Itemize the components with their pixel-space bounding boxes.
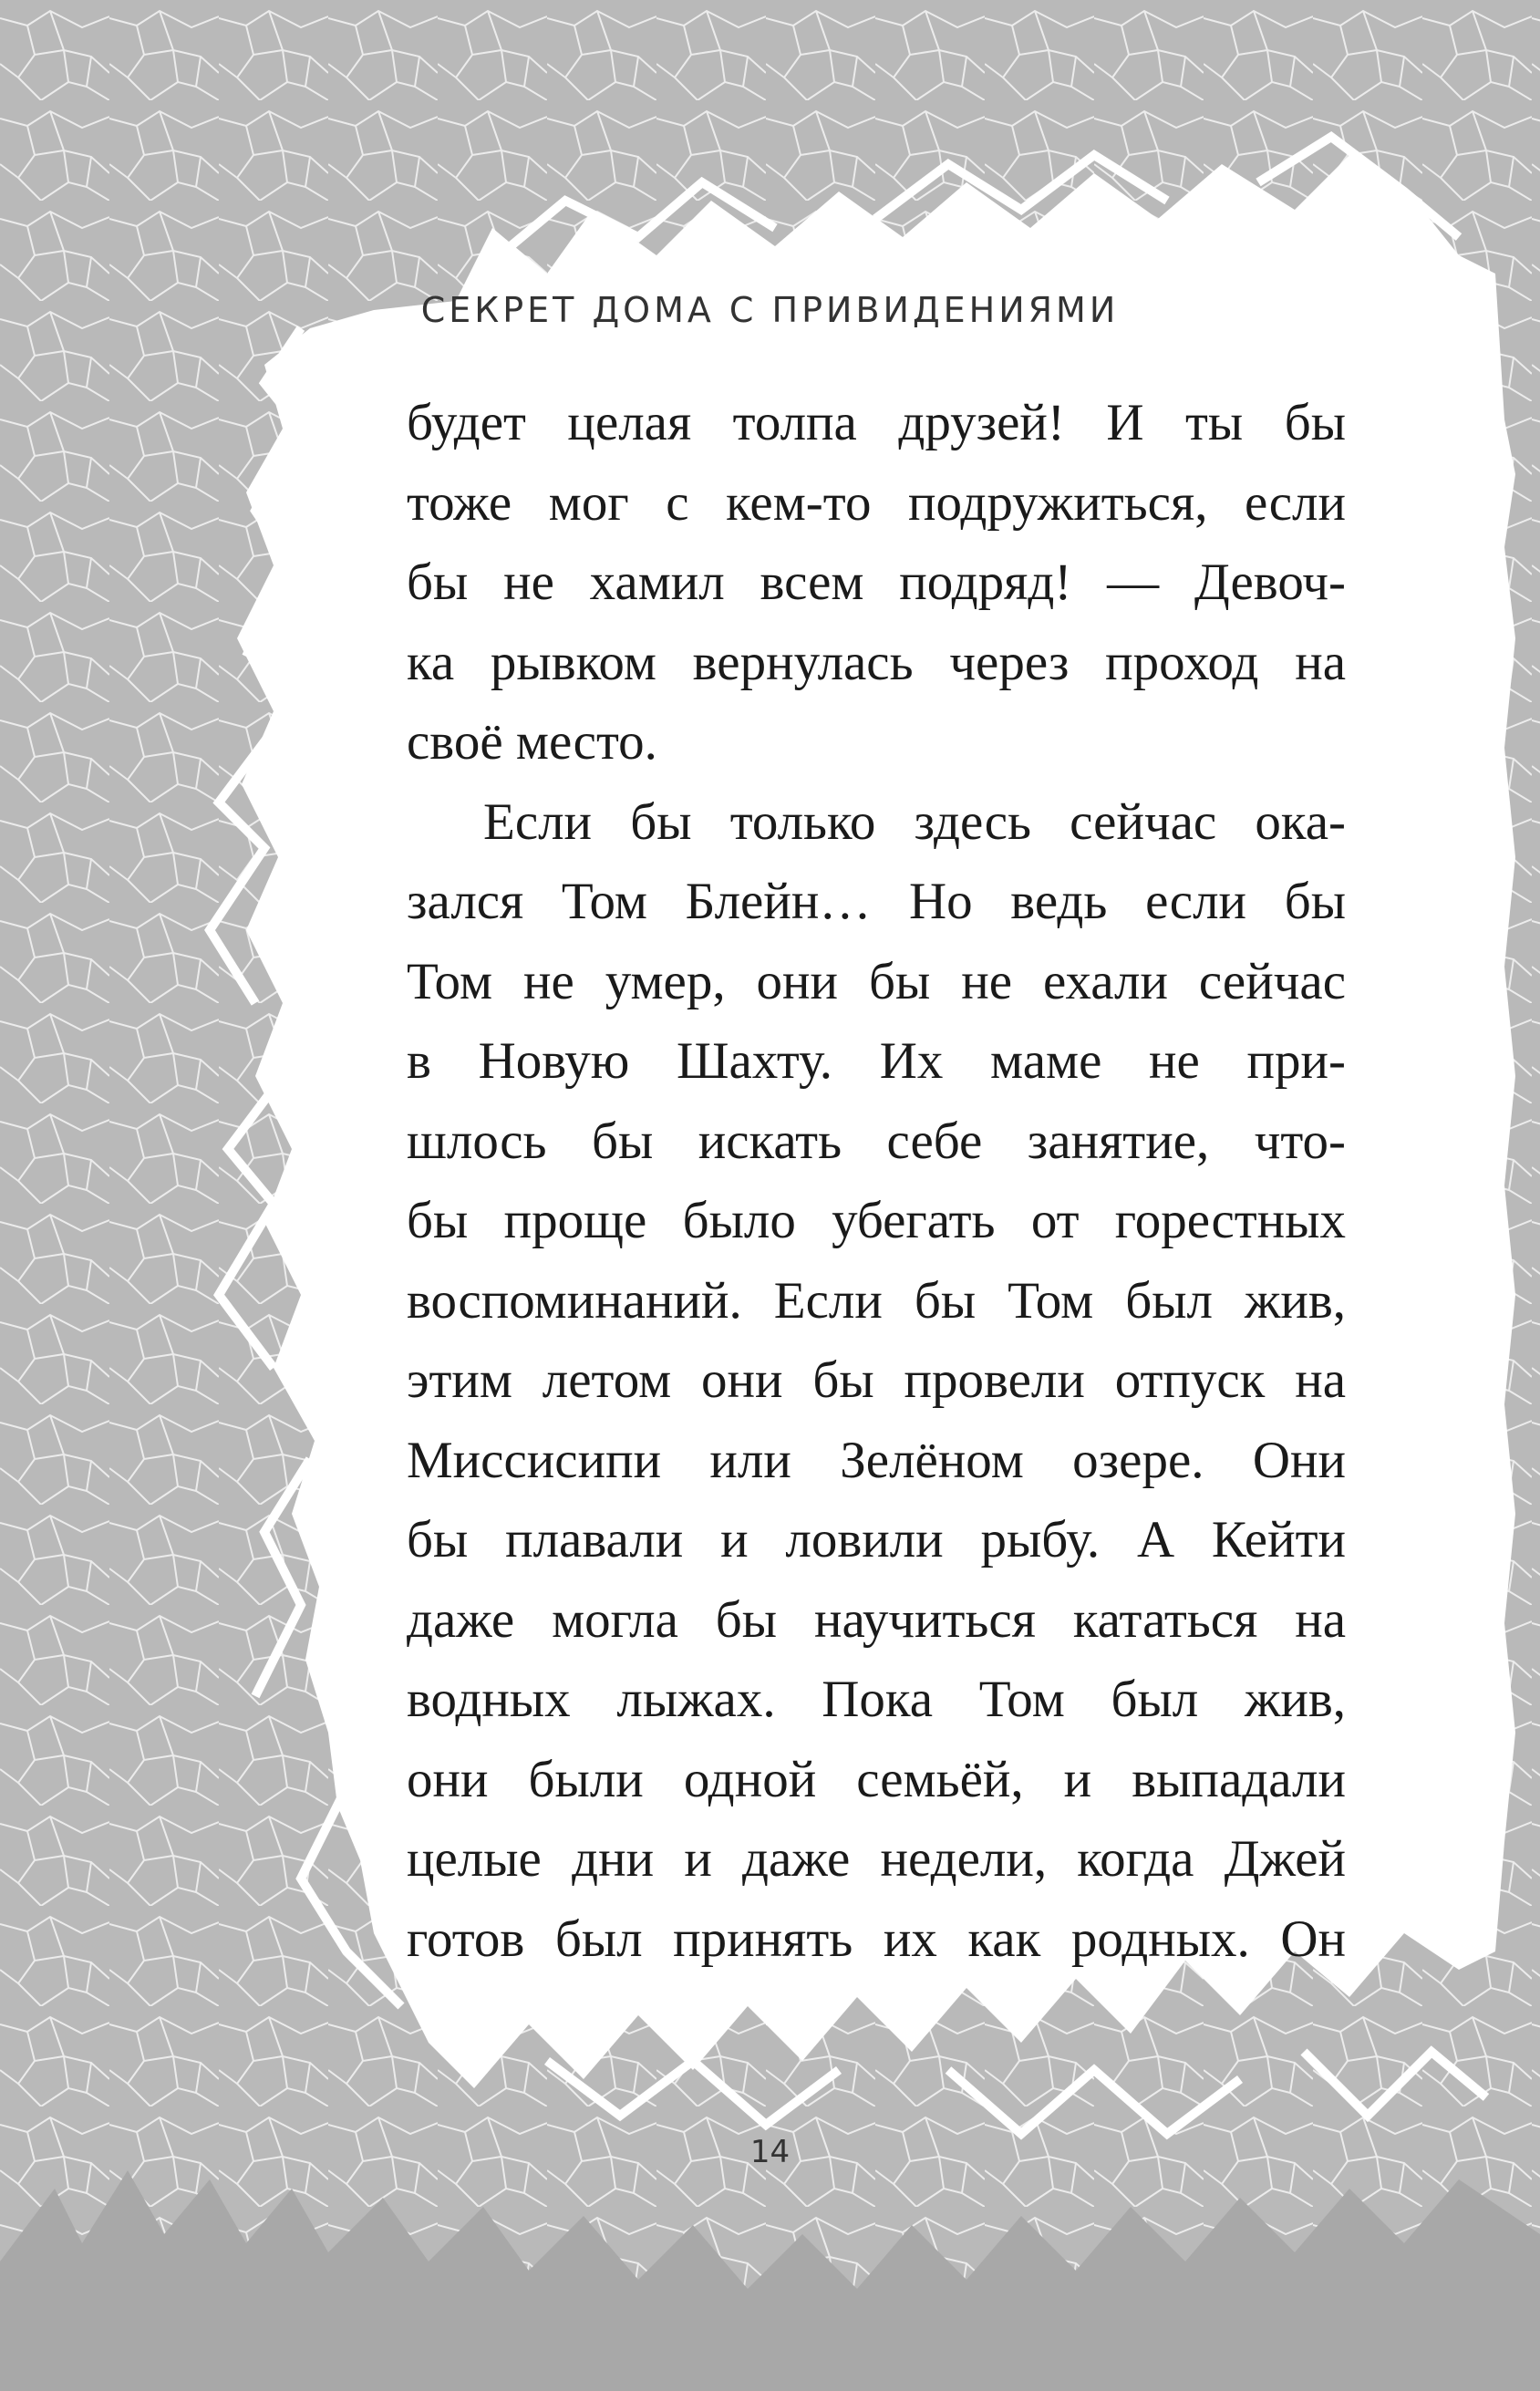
text-line: воспоминаний. Если бы Том был жив,: [407, 1271, 1346, 1330]
text-line: этим летом они бы провели отпуск на: [407, 1351, 1346, 1409]
text-line: водных лыжах. Пока Том был жив,: [407, 1671, 1346, 1728]
text-line: Если бы только здесь сейчас ока-: [483, 792, 1346, 851]
text-line: они были одной семьёй, и выпадали: [407, 1750, 1346, 1808]
text-line: даже могла бы научиться кататься на: [407, 1590, 1346, 1649]
text-line: готов был принять их как родных. Он: [407, 1910, 1346, 1968]
text-line: Миссисипи или Зелёном озере. Они: [407, 1431, 1346, 1489]
text-line: своё место.: [407, 713, 657, 771]
text-line: тоже мог с кем-то подружиться, если: [407, 473, 1346, 532]
text-line: шлось бы искать себе занятие, что-: [407, 1112, 1346, 1170]
text-line: Том не умер, они бы не ехали сейчас: [407, 952, 1346, 1010]
text-line: бы плавали и ловили рыбу. А Кейти: [407, 1511, 1346, 1568]
text-line: бы проще было убегать от горестных: [407, 1192, 1346, 1249]
text-line: в Новую Шахту. Их маме не при-: [407, 1032, 1346, 1090]
text-line: зался Том Блейн… Но ведь если бы: [407, 873, 1346, 930]
body-text: [407, 383, 1346, 1979]
running-head: СЕКРЕТ ДОМА С ПРИВИДЕНИЯМИ: [420, 290, 1120, 330]
page-number: 14: [749, 2134, 791, 2170]
text-line: целые дни и даже недели, когда Джей: [407, 1830, 1346, 1888]
text-line: ка рывком вернулась через проход на: [407, 633, 1346, 691]
text-line: бы не хамил всем подряд! — Девоч-: [407, 554, 1346, 611]
text-line: будет целая толпа друзей! И ты бы: [407, 394, 1346, 451]
